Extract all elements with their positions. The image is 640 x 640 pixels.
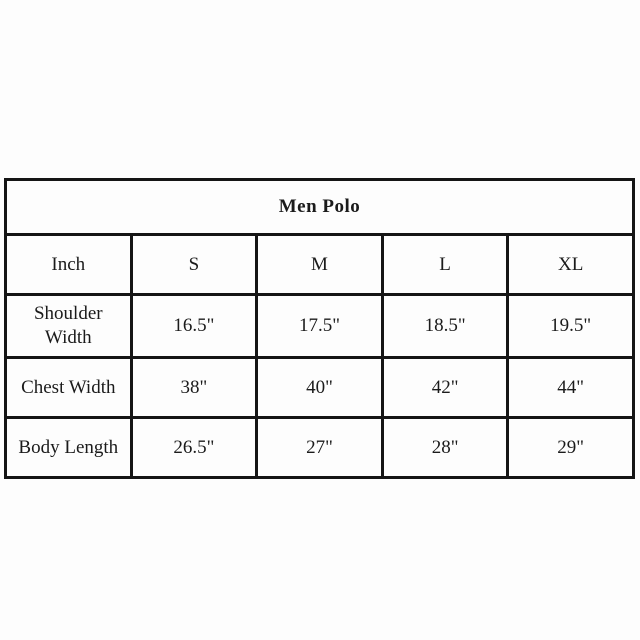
table-row-shoulder-width	[6, 295, 634, 358]
cell-value: 44"	[508, 358, 634, 418]
table-title: Men Polo	[6, 180, 634, 235]
cell-value: 42"	[382, 358, 508, 418]
column-header-s: S	[131, 235, 257, 295]
table-row-chest-width	[6, 358, 634, 418]
cell-value: 27"	[257, 418, 383, 478]
row-label: Shoulder Width	[6, 295, 132, 358]
cell-value: 26.5"	[131, 418, 257, 478]
table-row-body-length	[6, 418, 634, 478]
cell-value: 16.5"	[131, 295, 257, 358]
cell-value: 18.5"	[382, 295, 508, 358]
row-label: Body Length	[6, 418, 132, 478]
cell-value: 38"	[131, 358, 257, 418]
column-header-m: M	[257, 235, 383, 295]
row-label: Chest Width	[6, 358, 132, 418]
cell-value: 29"	[508, 418, 634, 478]
cell-value: 17.5"	[257, 295, 383, 358]
size-chart-table	[4, 178, 635, 479]
cell-value: 40"	[257, 358, 383, 418]
title-row	[6, 180, 634, 235]
column-header-l: L	[382, 235, 508, 295]
header-row	[6, 235, 634, 295]
column-header-xl: XL	[508, 235, 634, 295]
column-header-unit: Inch	[6, 235, 132, 295]
cell-value: 19.5"	[508, 295, 634, 358]
cell-value: 28"	[382, 418, 508, 478]
